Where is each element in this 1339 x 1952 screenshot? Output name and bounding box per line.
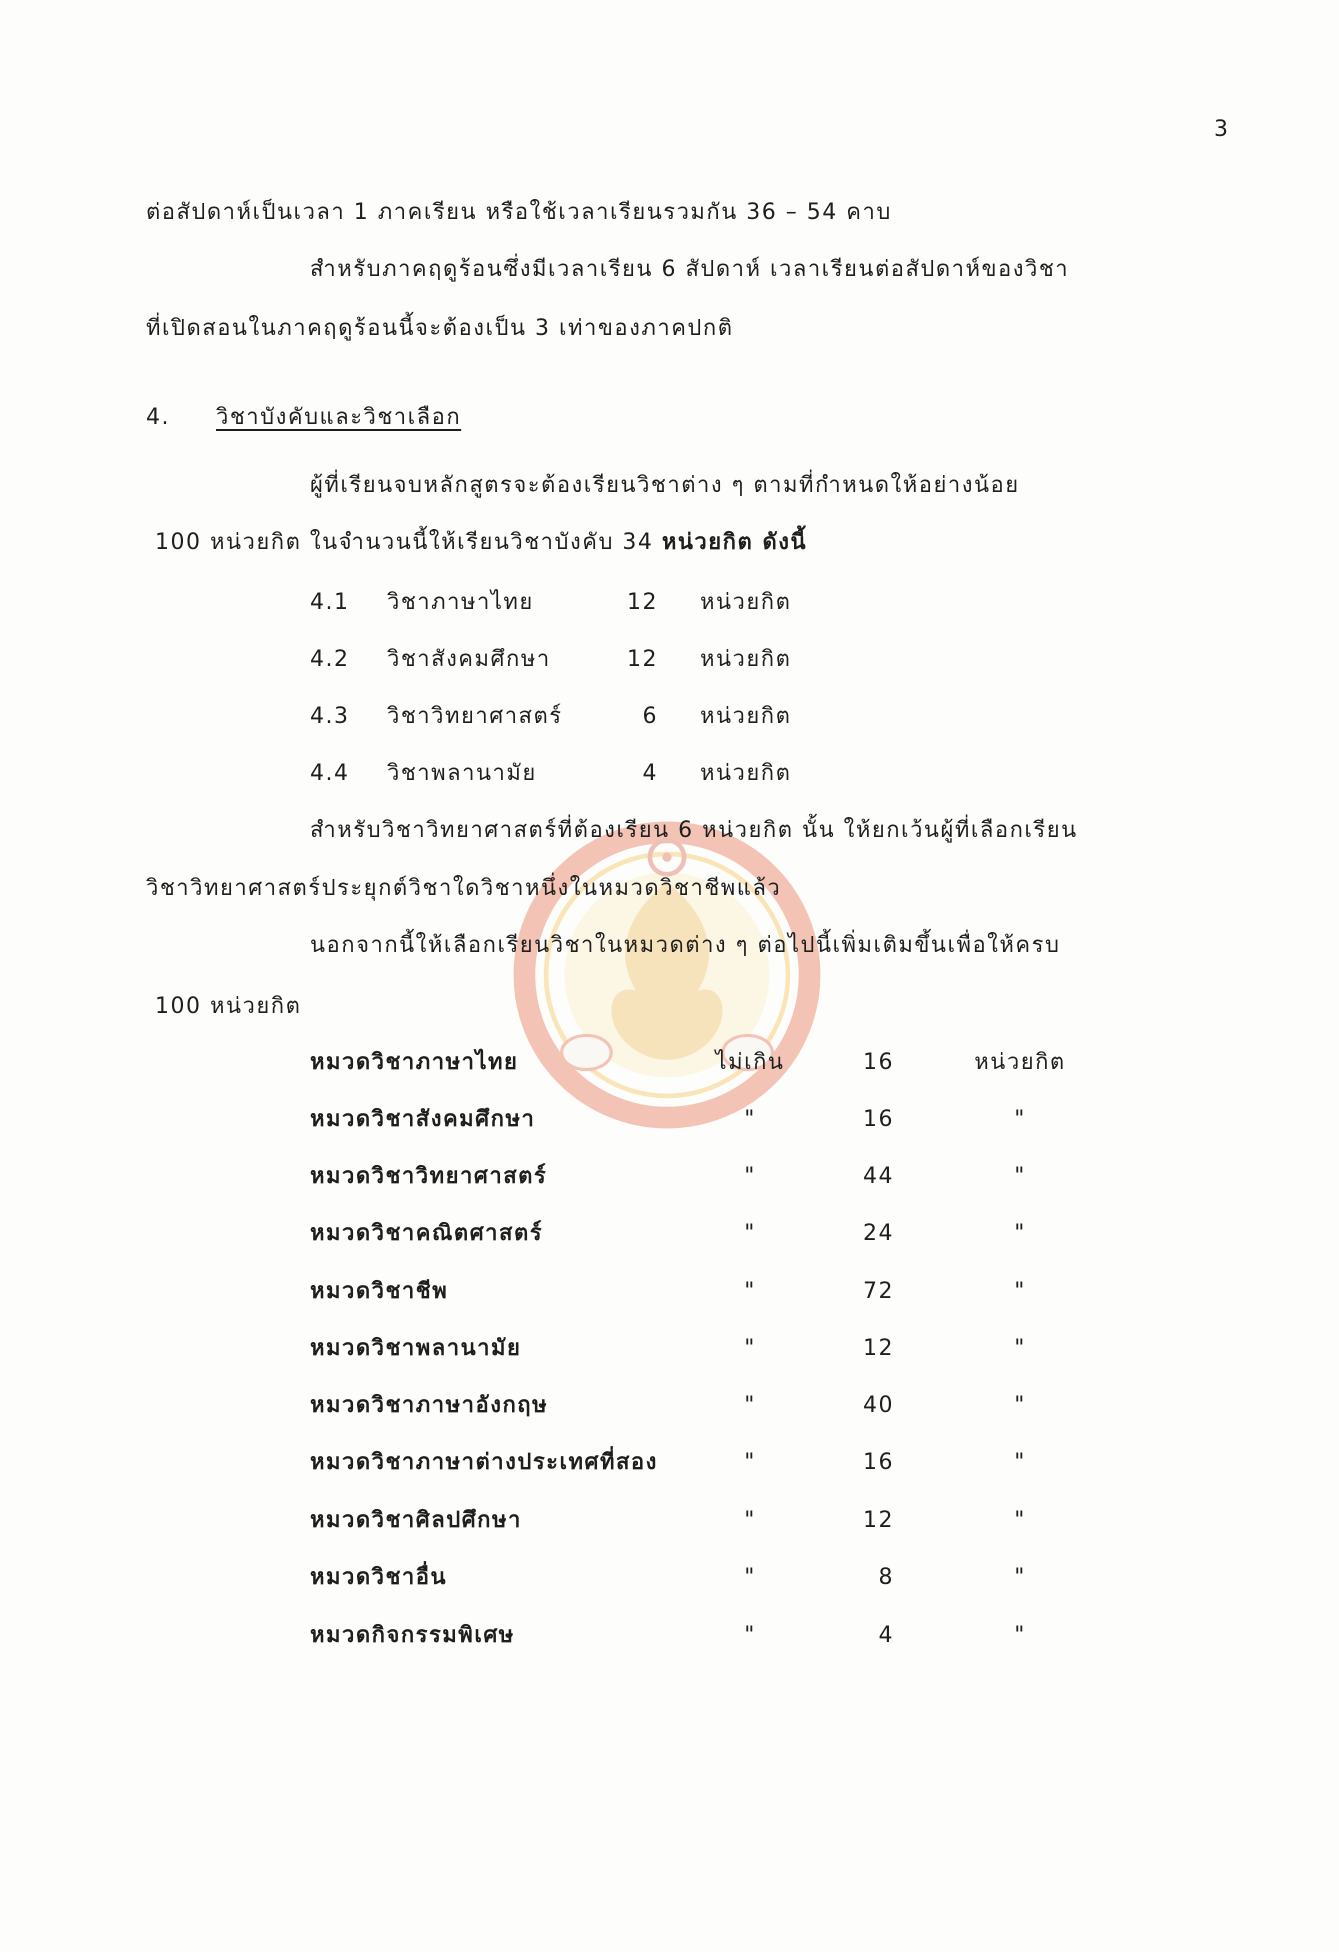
watermark-seal (512, 820, 822, 1130)
group-name: หมวดวิชาวิทยาศาสตร์ (310, 1164, 548, 1189)
page-number: 3 (1214, 117, 1230, 142)
group-credits: 44 (863, 1164, 894, 1189)
item-credits: 12 (627, 647, 658, 672)
item-unit: หน่วยกิต (700, 647, 792, 672)
group-credits: 8 (878, 1565, 894, 1590)
group-credits: 16 (863, 1450, 894, 1475)
item-number: 4.4 (310, 761, 350, 786)
group-limit: " (744, 1107, 756, 1132)
group-credits: 12 (863, 1508, 894, 1533)
section-number: 4. (146, 405, 170, 430)
group-unit: " (1014, 1508, 1026, 1533)
paragraph-line: ผู้ที่เรียนจบหลักสูตรจะต้องเรียนวิชาต่าง ๆ ตามที่กำหนดให้อย่างน้อย (310, 473, 1020, 498)
item-unit: หน่วยกิต (700, 590, 792, 615)
intro-emphasis: หน่วยกิต ดังนี้ (661, 530, 808, 555)
group-unit: " (1014, 1107, 1026, 1132)
group-name: หมวดกิจกรรมพิเศษ (310, 1623, 515, 1648)
group-name: หมวดวิชาภาษาไทย (310, 1050, 519, 1075)
paragraph-line: วิชาวิทยาศาสตร์ประยุกต์วิชาใดวิชาหนึ่งในหมวดวิชาชีพแล้ว (146, 876, 782, 901)
group-unit: " (1014, 1164, 1026, 1189)
group-name: หมวดวิชาอื่น (310, 1565, 448, 1590)
group-unit: " (1014, 1565, 1026, 1590)
group-credits: 16 (863, 1050, 894, 1075)
group-unit: " (1014, 1221, 1026, 1246)
group-limit: " (744, 1450, 756, 1475)
item-credits: 4 (642, 761, 658, 786)
item-number: 4.2 (310, 647, 350, 672)
item-number: 4.3 (310, 704, 350, 729)
item-unit: หน่วยกิต (700, 761, 792, 786)
group-limit: " (744, 1164, 756, 1189)
group-unit: " (1014, 1623, 1026, 1648)
item-unit: หน่วยกิต (700, 704, 792, 729)
paragraph-line: 100 หน่วยกิต (155, 994, 302, 1019)
paragraph-line (155, 528, 807, 558)
paragraph-line: นอกจากนี้ให้เลือกเรียนวิชาในหมวดต่าง ๆ ต่อไปนี้เพิ่มเติมขึ้นเพื่อให้ครบ (310, 933, 1061, 958)
group-unit: " (1014, 1450, 1026, 1475)
group-unit: " (1014, 1279, 1026, 1304)
paragraph-line: สำหรับภาคฤดูร้อนซึ่งมีเวลาเรียน 6 สัปดาห์ เวลาเรียนต่อสัปดาห์ของวิชา (310, 257, 1070, 282)
item-number: 4.1 (310, 590, 350, 615)
paragraph-line: ที่เปิดสอนในภาคฤดูร้อนนี้จะต้องเป็น 3 เท่าของภาคปกติ (146, 316, 734, 341)
group-credits: 24 (863, 1221, 894, 1246)
section-title: วิชาบังคับและวิชาเลือก (216, 405, 462, 430)
group-unit: " (1014, 1336, 1026, 1361)
group-name: หมวดวิชาชีพ (310, 1279, 449, 1304)
group-unit: " (1014, 1393, 1026, 1418)
paragraph-line: สำหรับวิชาวิทยาศาสตร์ที่ต้องเรียน 6 หน่วยกิต นั้น ให้ยกเว้นผู้ที่เลือกเรียน (310, 818, 1078, 843)
group-limit: " (744, 1393, 756, 1418)
group-name: หมวดวิชาภาษาอังกฤษ (310, 1393, 549, 1418)
group-limit: " (744, 1336, 756, 1361)
group-unit: หน่วยกิต (974, 1050, 1066, 1075)
group-limit: " (744, 1623, 756, 1648)
item-credits: 6 (642, 704, 658, 729)
item-subject: วิชาสังคมศึกษา (387, 647, 551, 672)
item-subject: วิชาพลานามัย (387, 761, 537, 786)
group-name: หมวดวิชาสังคมศึกษา (310, 1107, 536, 1132)
group-credits: 4 (878, 1623, 894, 1648)
group-limit: " (744, 1565, 756, 1590)
paragraph-line: ต่อสัปดาห์เป็นเวลา 1 ภาคเรียน หรือใช้เวลาเรียนรวมกัน 36 – 54 คาบ (146, 200, 892, 225)
item-credits: 12 (627, 590, 658, 615)
group-name: หมวดวิชาคณิตศาสตร์ (310, 1221, 544, 1246)
group-name: หมวดวิชาศิลปศึกษา (310, 1508, 522, 1533)
group-name: หมวดวิชาพลานามัย (310, 1336, 522, 1361)
group-credits: 16 (863, 1107, 894, 1132)
group-name: หมวดวิชาภาษาต่างประเทศที่สอง (310, 1450, 658, 1475)
group-limit: ไม่เกิน (715, 1050, 785, 1075)
item-subject: วิชาวิทยาศาสตร์ (387, 704, 563, 729)
group-credits: 12 (863, 1336, 894, 1361)
group-credits: 40 (863, 1393, 894, 1418)
group-limit: " (744, 1508, 756, 1533)
intro-text: 100 หน่วยกิต ในจำนวนนี้ให้เรียนวิชาบังคับ 34 (155, 530, 662, 555)
item-subject: วิชาภาษาไทย (387, 590, 534, 615)
group-limit: " (744, 1221, 756, 1246)
group-credits: 72 (863, 1279, 894, 1304)
group-limit: " (744, 1279, 756, 1304)
